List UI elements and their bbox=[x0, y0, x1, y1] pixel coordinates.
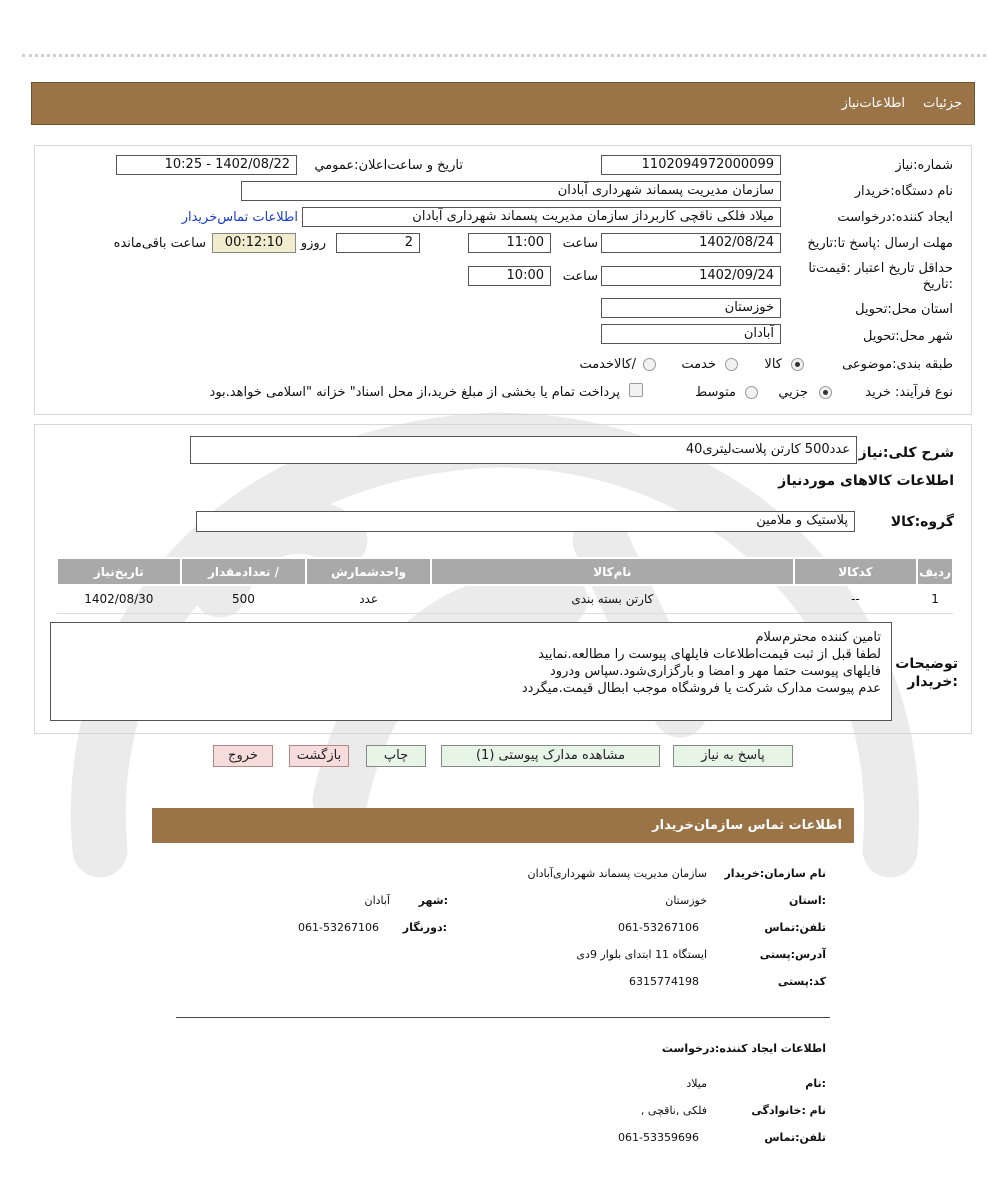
cell-need-date: 1402/08/30 bbox=[57, 585, 181, 613]
contact-city-label: :شهر bbox=[418, 894, 448, 907]
creator-name-value: میلاد bbox=[686, 1077, 707, 1090]
buyer-notes-label-1: توضیحات bbox=[895, 656, 958, 672]
buyer-notes-box bbox=[50, 622, 892, 721]
announce-field: 1402/08/22 - 10:25 bbox=[116, 155, 297, 175]
contact-divider bbox=[176, 1017, 830, 1018]
col-unit: واحدشمارش bbox=[306, 558, 431, 585]
validity-label-line1: حداقل تاریخ اعتبار :قیمت‌تا bbox=[808, 261, 953, 276]
reply-button[interactable]: پاسخ به نیاز bbox=[673, 745, 793, 767]
notes-line: عدم پیوست مدارک شرکت یا فروشگاه موجب ابطال قیمت.میگردد bbox=[521, 681, 881, 696]
deadline-time-field: 11:00 bbox=[468, 233, 551, 253]
process-label: نوع فرآیند: خرید bbox=[865, 385, 953, 400]
cell-name: کارتن بسته بندی bbox=[431, 585, 794, 613]
table-header-row bbox=[57, 558, 953, 585]
radio-goods-service[interactable] bbox=[643, 358, 656, 371]
buyer-contact-link[interactable]: اطلاعات تماس‌خریدار bbox=[181, 210, 298, 225]
need-number-field: 1102094972000099 bbox=[601, 155, 781, 175]
print-button[interactable]: چاپ bbox=[366, 745, 426, 767]
tab-details[interactable]: جزئیات bbox=[923, 96, 962, 111]
radio-service[interactable] bbox=[725, 358, 738, 371]
contact-org-label: نام سازمان:خریدار bbox=[724, 867, 826, 880]
contact-address-label: آدرس:پستی bbox=[759, 948, 826, 961]
contact-fax-label: :دورنگار bbox=[402, 921, 447, 934]
goods-group-field: پلاستیک و ملامین bbox=[196, 511, 855, 532]
contact-org-value: سازمان مدیریت پسماند شهرداری‌آبادان bbox=[527, 867, 707, 880]
deadline-time-word: ساعت bbox=[562, 236, 598, 251]
creator-field: میلاد فلکی ناقچی کاربرداز سازمان مدیریت پسماند شهرداری آبادان bbox=[302, 207, 781, 227]
radio-goods[interactable] bbox=[791, 358, 804, 371]
summary-label: شرح کلی:نیاز bbox=[858, 445, 954, 461]
city-field: آبادان bbox=[601, 324, 781, 344]
province-label: استان محل:تحویل bbox=[855, 302, 953, 317]
attachments-button[interactable]: مشاهده مدارک پیوستی (1) bbox=[441, 745, 660, 767]
buyer-notes-label-2: :خریدار bbox=[907, 674, 958, 690]
days-word: روزو bbox=[300, 236, 326, 251]
remaining-label: ساعت باقی‌مانده bbox=[113, 236, 206, 251]
treasury-payment-checkbox[interactable] bbox=[629, 383, 643, 397]
col-name: نام‌کالا bbox=[431, 558, 794, 585]
deadline-label: مهلت ارسال :پاسخ تا:تاریخ bbox=[807, 236, 953, 251]
creator-phone-label: تلفن:تماس bbox=[764, 1131, 826, 1144]
validity-time-word: ساعت bbox=[562, 269, 598, 284]
summary-field: عدد500 کارتن پلاست‌لیتری40 bbox=[190, 436, 857, 464]
cell-quantity: 500 bbox=[181, 585, 307, 613]
contact-fax-value: 061-53267106 bbox=[298, 921, 379, 934]
city-label: شهر محل:تحویل bbox=[863, 329, 953, 344]
back-button[interactable]: بازگشت bbox=[289, 745, 349, 767]
notes-line: فایلهای پیوست حتما مهر و امضا و بارگزاری‌شود.سپاس ودرود bbox=[550, 664, 881, 679]
radio-goods-label: کالا bbox=[764, 357, 782, 372]
creator-family-label: نام :خانوادگی bbox=[751, 1104, 826, 1117]
province-field: خوزستان bbox=[601, 298, 781, 318]
goods-table bbox=[56, 557, 954, 614]
creator-family-value: فلکی ,ناقچی , bbox=[640, 1104, 707, 1117]
radio-medium-label: متوسط bbox=[695, 385, 736, 400]
contact-postal-label: کد:پستی bbox=[777, 975, 826, 988]
goods-group-label: گروه:کالا bbox=[890, 514, 954, 530]
col-row: ردیف bbox=[917, 558, 953, 585]
radio-partial-label: جزیي bbox=[778, 385, 808, 400]
notes-line: لطفا قبل از ثبت قیمت‌اطلاعات فایلهای پیوست را مطالعه.نمایید bbox=[538, 647, 881, 662]
validity-date-field: 1402/09/24 bbox=[601, 266, 781, 286]
col-need-date: تاریخ‌نیاز bbox=[57, 558, 181, 585]
validity-label-line2: :تاریخ bbox=[922, 277, 953, 292]
creator-phone-value: 061-53359696 bbox=[618, 1131, 699, 1144]
creator-info-heading: اطلاعات ایجاد کننده:درخواست bbox=[661, 1042, 826, 1055]
contact-address-value: ایستگاه 11 ابتدای بلوار 9دی bbox=[576, 948, 707, 961]
contact-province-value: خوزستان bbox=[665, 894, 707, 907]
announce-label: تاریخ و ساعت‌اعلان:عمومي bbox=[314, 158, 463, 173]
radio-goods-service-label: /کالاخدمت bbox=[579, 357, 636, 372]
validity-time-field: 10:00 bbox=[468, 266, 551, 286]
creator-name-label: :نام bbox=[805, 1077, 826, 1090]
contact-header-bar: اطلاعات تماس سازمان‌خریدار bbox=[152, 808, 854, 843]
radio-partial[interactable] bbox=[819, 386, 832, 399]
contact-phone-label: تلفن:تماس bbox=[764, 921, 826, 934]
radio-medium[interactable] bbox=[745, 386, 758, 399]
cell-code: -- bbox=[794, 585, 917, 613]
contact-phone-value: 061-53267106 bbox=[618, 921, 699, 934]
contact-city-value: آبادان bbox=[364, 894, 390, 907]
top-separator bbox=[22, 54, 986, 57]
goods-info-heading: اطلاعات کالاهای موردنیاز bbox=[778, 473, 954, 489]
days-field: 2 bbox=[336, 233, 420, 253]
creator-label: ایجاد کننده:درخواست bbox=[837, 210, 953, 225]
exit-button[interactable]: خروج bbox=[213, 745, 273, 767]
contact-province-label: :استان bbox=[789, 894, 826, 907]
treasury-payment-note: پرداخت تمام یا بخشی از مبلغ خرید،از محل اسناد" خزانه "اسلامی خواهد.بود bbox=[209, 385, 620, 400]
cell-unit: عدد bbox=[306, 585, 431, 613]
notes-line: تامین کننده محترم‌سلام bbox=[755, 630, 881, 645]
col-code: کدکالا bbox=[794, 558, 917, 585]
need-number-label: شماره:نیاز bbox=[895, 158, 953, 173]
table-row bbox=[57, 585, 953, 613]
buyer-org-label: نام دستگاه:خریدار bbox=[854, 184, 953, 199]
buyer-org-field: سازمان مدیریت پسماند شهرداری آبادان bbox=[241, 181, 781, 201]
remaining-timer: 00:12:10 bbox=[212, 233, 296, 253]
details-header-bar bbox=[31, 82, 975, 125]
tab-need-info[interactable]: اطلاعات‌نیاز bbox=[841, 96, 906, 111]
col-quantity: / تعدادمقدار bbox=[181, 558, 307, 585]
radio-service-label: خدمت bbox=[681, 357, 716, 372]
cell-row: 1 bbox=[917, 585, 953, 613]
deadline-date-field: 1402/08/24 bbox=[601, 233, 781, 253]
category-label: طبقه بندی:موضوعی bbox=[842, 357, 953, 372]
contact-postal-value: 6315774198 bbox=[629, 975, 699, 988]
